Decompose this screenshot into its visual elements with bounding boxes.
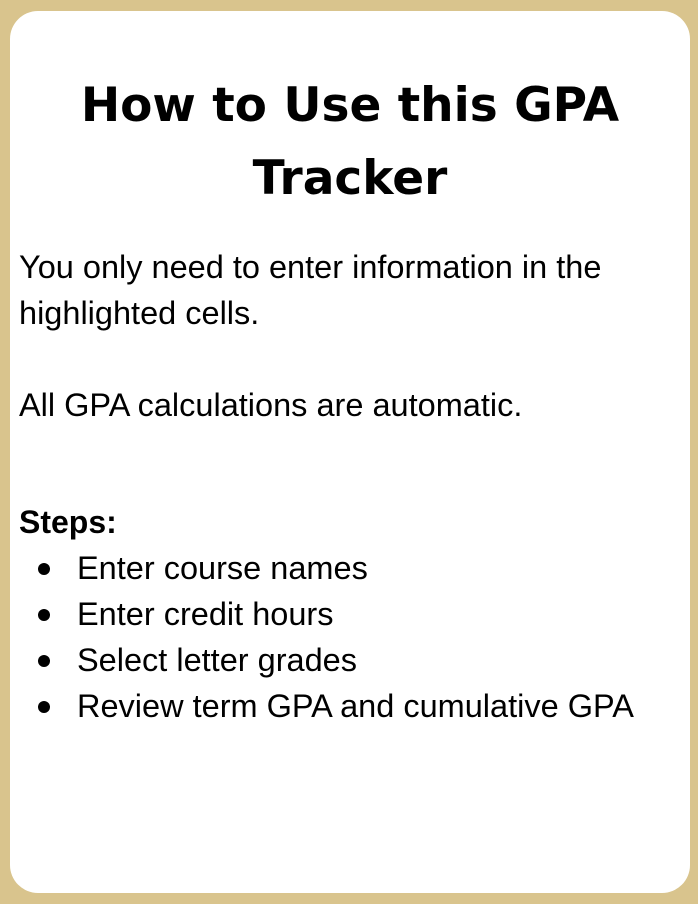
intro-text: You only need to enter information in the highlighted cells.	[19, 249, 602, 331]
bullet-icon	[38, 701, 50, 713]
title-line-2: Tracker	[252, 151, 448, 206]
step-item	[10, 683, 690, 729]
automatic-note: All GPA calculations are automatic.	[19, 387, 523, 423]
title-line-1: How to Use this GPA	[80, 78, 620, 133]
instructions-card	[10, 11, 690, 893]
steps-list	[10, 545, 690, 729]
step-item	[10, 591, 690, 637]
steps-heading: Steps:	[19, 504, 117, 540]
bullet-icon	[38, 655, 50, 667]
step-item	[10, 637, 690, 683]
step-text: Select letter grades	[77, 642, 358, 678]
bullet-icon	[38, 609, 50, 621]
step-text: Review term GPA and cumulative GPA	[77, 688, 634, 724]
step-text: Enter course names	[77, 550, 368, 586]
step-item	[10, 545, 690, 591]
bullet-icon	[38, 563, 50, 575]
step-text: Enter credit hours	[77, 596, 334, 632]
page-title	[10, 69, 690, 215]
